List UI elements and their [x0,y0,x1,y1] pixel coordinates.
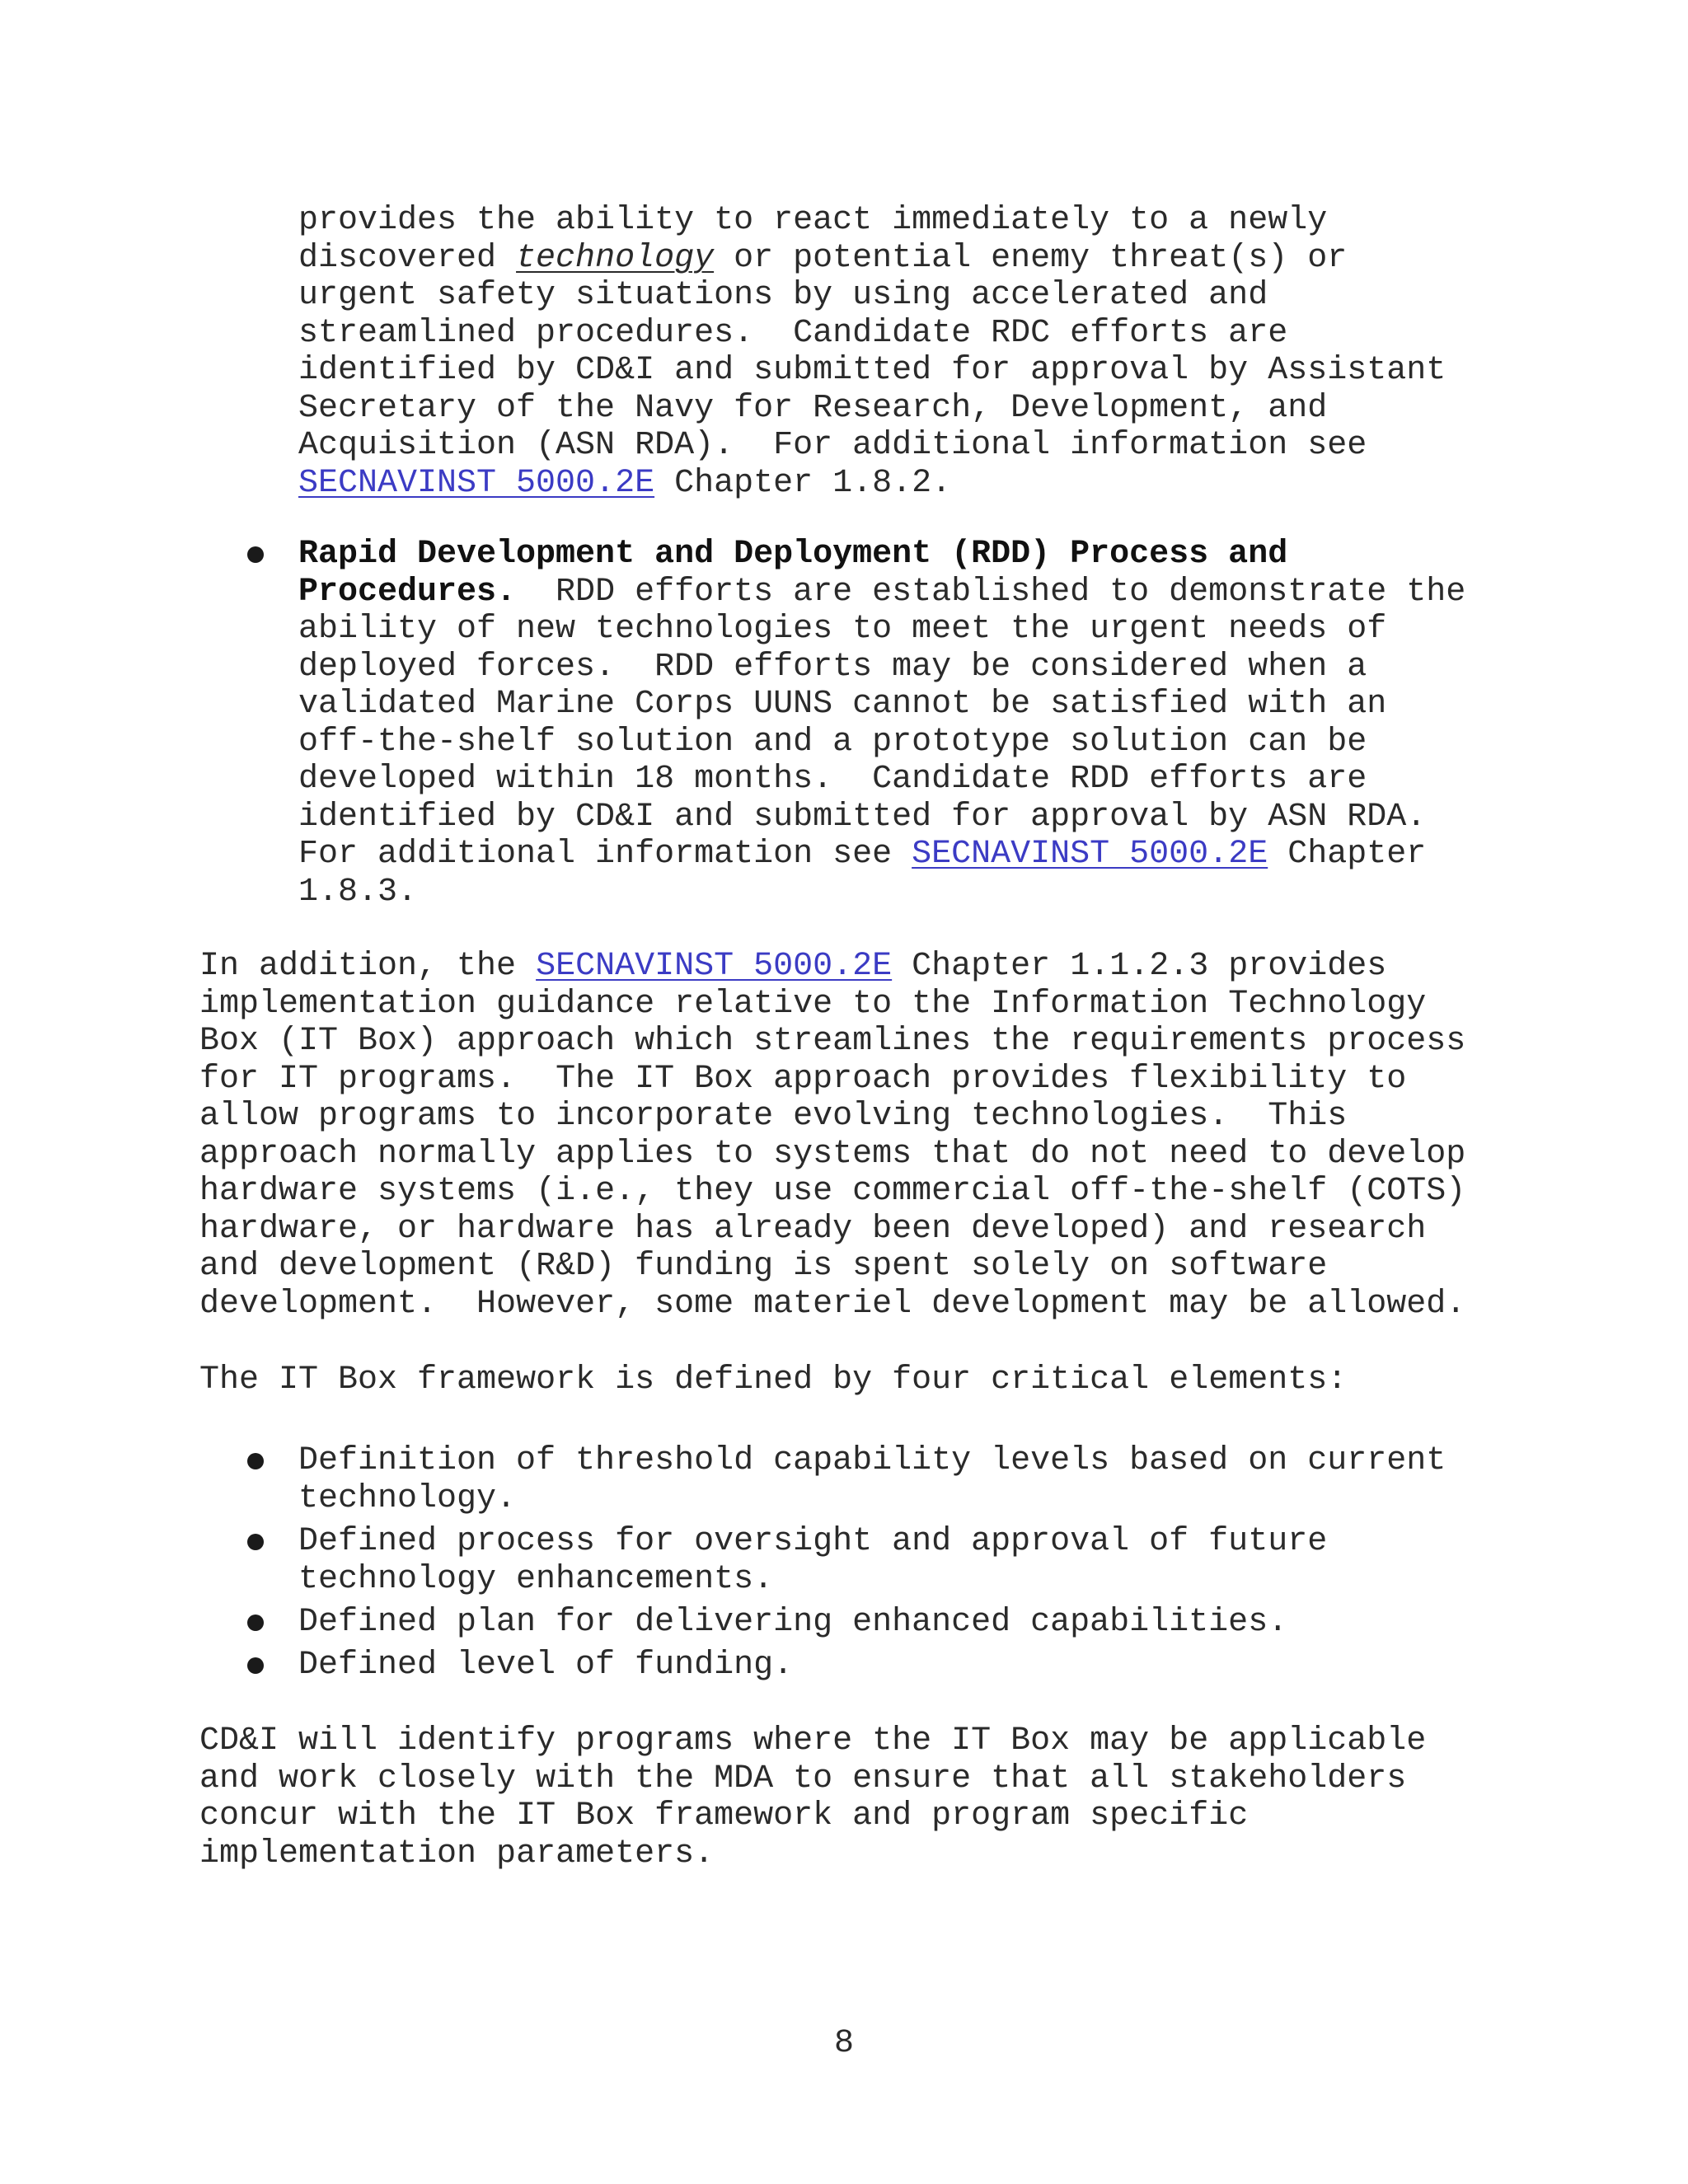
text-line: for IT programs. The IT Box approach provides flexibility to [199,1060,1407,1098]
text-line: Acquisition (ASN RDA). For additional information see [298,427,1367,464]
text-line: hardware systems (i.e., they use commercial off-the-shelf (COTS) [199,1173,1466,1210]
list-item [298,1442,1446,1517]
text-line [298,240,1446,278]
text-line: identified by CD&I and submitted for approval by ASN RDA. [298,798,1427,836]
text-line: allow programs to incorporate evolving technologies. This [199,1098,1348,1135]
bullet-icon [247,1534,264,1550]
text-line [298,836,1465,874]
text-line: concur with the IT Box framework and program specific [199,1797,1249,1835]
text-line [298,465,1446,503]
text-line: provides the ability to react immediately to a newly [298,202,1328,239]
text-line: Defined plan for delivering enhanced capabilities. [298,1604,1288,1641]
text-line: Secretary of the Navy for Research, Development, and [298,389,1328,427]
text-line: streamlined procedures. Candidate RDC efforts are [298,314,1288,352]
text-line: 1.8.3. [298,873,418,911]
text-fragment: In addition, the [199,948,537,985]
list-item [298,1647,793,1685]
framework-intro [199,1361,1347,1399]
text-line: urgent safety situations by using accelerated and [298,277,1268,314]
text-fragment: or potential enemy threat(s) or [714,239,1348,277]
text-line: Defined level of funding. [298,1647,794,1684]
bullet-icon [247,1615,264,1631]
text-line: developed within 18 months. Candidate RDD efforts are [298,761,1367,798]
bullet-icon [247,546,264,563]
secnavinst-link[interactable]: SECNAVINST 5000.2E [298,464,655,502]
text-line [199,948,1465,986]
text-line: hardware, or hardware has already been developed) and research [199,1210,1427,1248]
text-line: implementation guidance relative to the Information Technology [199,985,1427,1023]
rdc-paragraph [298,202,1446,502]
rdd-heading-line: Procedures. [298,573,517,611]
text-line: off-the-shelf solution and a prototype solution can be [298,723,1367,761]
text-line: The IT Box framework is defined by four critical elements: [199,1361,1348,1399]
text-fragment: Chapter [1268,836,1427,873]
text-line: and work closely with the MDA to ensure that all stakeholders [199,1760,1407,1797]
text-line [298,574,1465,612]
text-line: ability of new technologies to meet the urgent needs of [298,611,1387,648]
rdd-paragraph [298,536,1465,911]
text-line: Defined process for oversight and approval of future [298,1523,1328,1560]
bullet-icon [247,1453,264,1469]
text-fragment: Chapter 1.1.2.3 provides [892,948,1387,985]
secnavinst-link[interactable]: SECNAVINST 5000.2E [912,836,1268,873]
text-line: CD&I will identify programs where the IT Box may be applicable [199,1722,1427,1760]
text-line: and development (R&D) funding is spent solely on software [199,1248,1328,1285]
text-line: approach normally applies to systems that do not need to develop [199,1135,1466,1173]
text-line: technology enhancements. [298,1560,774,1598]
text-line: validated Marine Corps UUNS cannot be satisfied with an [298,686,1387,723]
text-line: Definition of threshold capability levels based on current [298,1442,1447,1479]
text-line: development. However, some materiel development may be allowed. [199,1285,1466,1323]
text-fragment: discovered [298,239,517,277]
text-fragment: RDD efforts are established to demonstrate the [516,573,1466,611]
text-line: implementation parameters. [199,1835,715,1872]
closing-paragraph [199,1722,1426,1872]
text-line: Box (IT Box) approach which streamlines the requirements process [199,1023,1466,1060]
text-line: identified by CD&I and submitted for approval by Assistant [298,352,1447,389]
page-number: 8 [833,2025,854,2062]
list-item [298,1523,1327,1598]
text-line: technology. [298,1479,517,1517]
bullet-icon [247,1657,264,1674]
text-fragment: Chapter 1.8.2. [654,464,952,502]
list-item [298,1604,1287,1642]
secnavinst-link[interactable]: SECNAVINST 5000.2E [536,948,893,985]
text-line: deployed forces. RDD efforts may be considered when a [298,648,1367,686]
text-fragment: For additional information see [298,836,912,873]
it-box-paragraph [199,948,1465,1323]
technology-term: technology [516,239,715,277]
rdd-heading-line: Rapid Development and Deployment (RDD) Process and [298,536,1288,573]
